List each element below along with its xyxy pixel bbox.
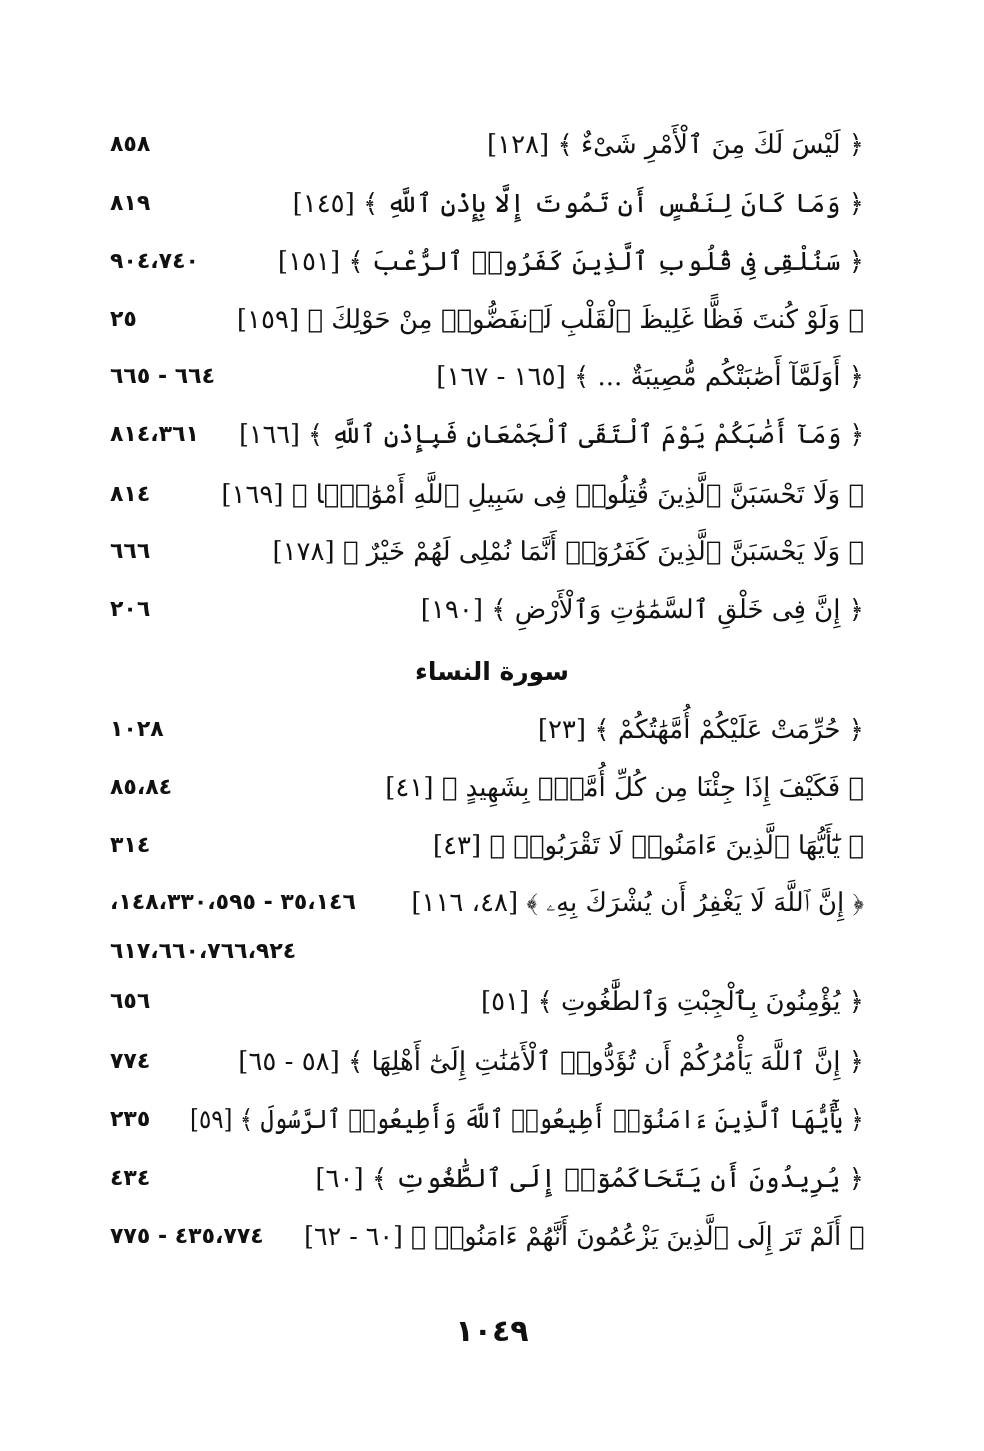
page-references: ٨٥٨ [110,132,151,157]
index-entry [110,766,864,810]
page-references: ٧٧٤ [110,1049,151,1074]
page-number: ١٠٤٩ [455,1314,529,1349]
index-entry [110,1157,864,1201]
section-title: سورة النساء [415,657,569,686]
page-references: ٨١٩ [110,191,151,216]
page-references: ٢٠٦ [110,597,151,622]
verse-reference: ﴿ وَمَا كَانَ لِنَفْسٍ أَن تَمُوتَ إِلَّا بِإِذْنِ ٱللَّهِ ﴾ [١٤٥] [292,189,864,219]
index-entry [110,824,864,868]
verse-reference: ﴿ لَيْسَ لَكَ مِنَ ٱلْأَمْرِ شَىْءٌ ﴾ [١٢٨] [486,130,864,160]
page-references: ٦٦٦ [110,539,151,564]
index-entry [110,413,864,457]
index-entry [110,1215,864,1259]
verse-reference: ﴿ يَٰٓأَيُّهَا ٱلَّذِينَ ءَامَنُوا۟ لَا تَقْرَبُوا۟ ﴾ [٤٣] [432,831,864,861]
index-entry [110,473,864,517]
index-entry [110,530,864,574]
index-entry [110,355,864,399]
verse-reference: ﴿ يُؤْمِنُونَ بِٱلْجِبْتِ وَٱلطَّٰغُوتِ ﴾ [٥١] [480,987,864,1017]
page-references: ٦٦٤ - ٦٦٥ [110,364,216,389]
index-entry [110,881,864,925]
verse-reference: ﴿ يَٰٓأَيُّهَا ٱلَّذِينَ ءَامَنُوٓا۟ أَطِيعُوا۟ ٱللَّهَ وَأَطِيعُوا۟ ٱلرَّسُولَ ﴾ [٥٩] [190,1105,864,1135]
page-references: ٣٥،١٤٦ - ١٤٨،٣٣٠،٥٩٥، [110,890,356,915]
page-references: ١٠٢٨ [110,717,164,742]
page-references: ٩٠٤،٧٤٠ [110,249,199,274]
index-entry [110,708,864,752]
verse-reference: ﴿ وَلَوْ كُنتَ فَظًّا غَلِيظَ ٱلْقَلْبِ لَٱنفَضُّوا۟ مِنْ حَوْلِكَ ﴾ [١٥٩] [236,305,864,335]
page-references: ٨١٤،٣٦١ [110,422,199,447]
verse-reference: ﴿ وَلَا تَحْسَبَنَّ ٱلَّذِينَ قُتِلُوا۟ فِى سَبِيلِ ٱللَّهِ أَمْوَٰتًۢا ﴾ [١٦٩] [221,480,864,510]
verse-reference: ﴿ حُرِّمَتْ عَلَيْكُمْ أُمَّهَٰتُكُمْ ﴾ [٢٣] [537,715,864,745]
verse-reference: ﴿ سَنُلْقِى فِى قُلُوبِ ٱلَّذِينَ كَفَرُوا۟ ٱلرُّعْبَ ﴾ [١٥١] [277,247,864,277]
verse-reference: ﴿ أَلَمْ تَرَ إِلَى ٱلَّذِينَ يَزْعُمُونَ أَنَّهُمْ ءَامَنُوا۟ ﴾ [٦٠ - ٦٢] [303,1222,864,1252]
page-references: ٢٥ [110,307,137,332]
verse-reference: ﴿ فَكَيْفَ إِذَا جِئْنَا مِن كُلِّ أُمَّةٍۭ بِشَهِيدٍ ﴾ [٤١] [385,773,864,803]
page-references: ٣١٤ [110,833,151,858]
page-references: ٢٣٥ [110,1107,151,1132]
page-references: ٦٥٦ [110,989,151,1014]
page-references: ٨٥،٨٤ [110,775,173,800]
page-references: ٤٣٥،٧٧٤ - ٧٧٥ [110,1224,264,1249]
verse-reference: ﴿ أَوَلَمَّآ أَصَٰبَتْكُم مُّصِيبَةٌ ... ﴾ [١٦٥ - ١٦٧] [436,362,864,392]
verse-reference: ﴿ يُرِيدُونَ أَن يَتَحَاكَمُوٓا۟ إِلَى ٱلطَّٰغُوتِ ﴾ [٦٠] [315,1164,864,1194]
index-entry [110,240,864,284]
index-entry [110,1098,864,1142]
verse-reference: ﴿ إِنَّ فِى خَلْقِ ٱلسَّمَٰوَٰتِ وَٱلْأَرْضِ ﴾ [١٩٠] [420,595,864,625]
index-entry [110,182,864,226]
page-references: ٨١٤ [110,482,151,507]
index-entry [110,298,864,342]
page-references: ٤٣٤ [110,1166,151,1191]
page-references-continuation: ٦١٧،٦٦٠،٧٦٦،٩٢٤ [110,939,297,964]
index-entry [110,980,864,1024]
index-entry [110,1040,864,1084]
verse-reference: ﴿ إِنَّ ٱللَّهَ يَأْمُرُكُمْ أَن تُؤَدُّوا۟ ٱلْأَمَٰنَٰتِ إِلَىٰٓ أَهْلِهَا ﴾ [٥٨ - ٦٥] [238,1047,864,1077]
index-entry [110,123,864,167]
index-entry [110,588,864,632]
verse-reference: ﴿ وَمَآ أَصَٰبَكُمْ يَوْمَ ٱلْتَقَى ٱلْجَمْعَانِ فَبِإِذْنِ ٱللَّهِ ﴾ [١٦٦] [238,420,864,450]
verse-reference: ﴿ إِنَّ ٱللَّهَ لَا يَغْفِرُ أَن يُشْرَكَ بِهِۦ ﴾ [٤٨، ١١٦] [411,888,864,918]
verse-reference: ﴿ وَلَا يَحْسَبَنَّ ٱلَّذِينَ كَفَرُوٓا۟ أَنَّمَا نُمْلِى لَهُمْ خَيْرٌ ﴾ [١٧٨] [272,537,864,567]
